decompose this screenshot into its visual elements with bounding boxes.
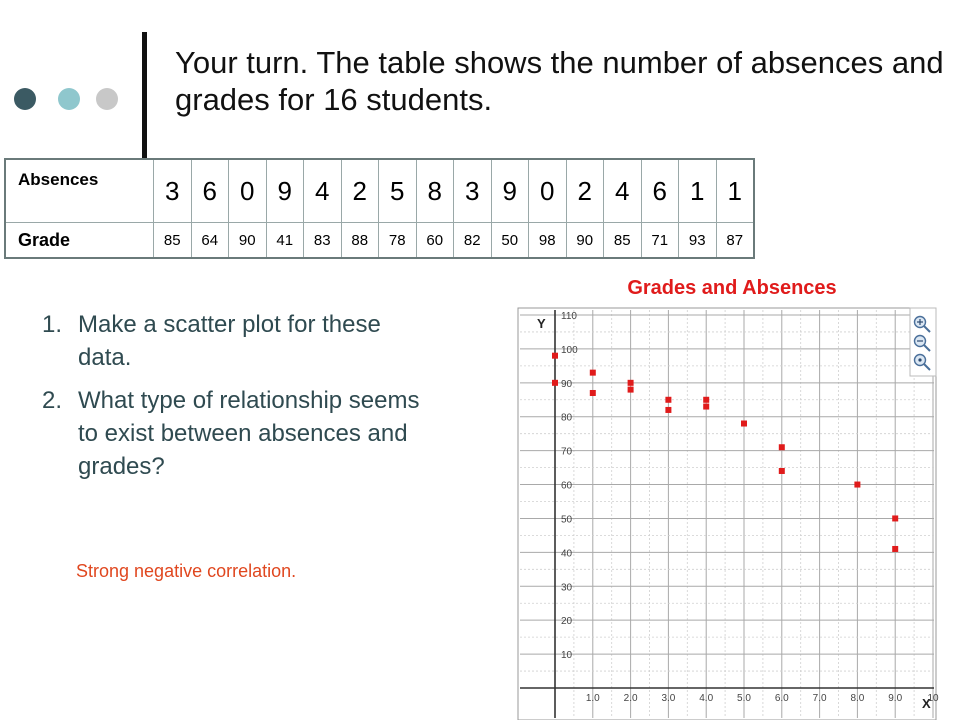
scatter-point xyxy=(628,380,634,386)
y-tick-label: 50 xyxy=(561,514,573,526)
y-tick-label: 60 xyxy=(561,480,573,492)
y-tick-label: 90 xyxy=(561,378,573,390)
absences-cell: 1 xyxy=(679,159,717,223)
y-tick-label: 80 xyxy=(561,412,573,424)
grade-cell: 98 xyxy=(529,223,567,259)
scatter-point xyxy=(703,404,709,410)
title-divider xyxy=(142,32,147,166)
grade-cell: 85 xyxy=(154,223,192,259)
absences-cell: 2 xyxy=(566,159,604,223)
scatter-point xyxy=(552,353,558,359)
scatter-point xyxy=(854,482,860,488)
x-tick-label: 6.0 xyxy=(774,693,789,704)
grade-cell: 50 xyxy=(491,223,529,259)
plot-area xyxy=(518,308,936,720)
question-2 xyxy=(42,384,432,483)
y-tick-label: 70 xyxy=(561,446,573,458)
grade-cell: 90 xyxy=(566,223,604,259)
y-tick-label: 40 xyxy=(561,548,573,560)
answer-text: Strong negative correlation. xyxy=(76,561,297,581)
y-tick-label: 30 xyxy=(561,582,573,594)
absences-header: Absences xyxy=(5,159,154,223)
slide-title: Your turn. The table shows the number of absences and grades for 16 students. xyxy=(175,45,944,117)
grade-cell: 41 xyxy=(266,223,304,259)
absences-cell: 3 xyxy=(454,159,492,223)
scatter-point xyxy=(741,421,747,427)
grade-cell: 64 xyxy=(191,223,229,259)
scatter-point xyxy=(779,444,785,450)
scatter-point xyxy=(628,387,634,393)
scatter-plot xyxy=(510,270,940,720)
x-tick-label: 3.0 xyxy=(661,693,676,704)
grade-cell: 60 xyxy=(416,223,454,259)
scatter-point xyxy=(779,468,785,474)
absences-cell: 9 xyxy=(266,159,304,223)
grade-cell: 93 xyxy=(679,223,717,259)
scatter-point xyxy=(552,380,558,386)
absences-cell: 0 xyxy=(229,159,267,223)
absences-cell: 0 xyxy=(529,159,567,223)
x-tick-label: 1.0 xyxy=(585,693,600,704)
x-tick-label: 4.0 xyxy=(699,693,714,704)
absences-cell: 8 xyxy=(416,159,454,223)
slide-dot-gray xyxy=(96,88,118,110)
scatter-point xyxy=(892,515,898,521)
absences-cell: 1 xyxy=(716,159,754,223)
grade-cell: 90 xyxy=(229,223,267,259)
grade-cell: 87 xyxy=(716,223,754,259)
question-text: What type of relationship seems to exist between absences and grades? xyxy=(78,387,420,480)
question-1 xyxy=(42,308,432,374)
absences-cell: 5 xyxy=(379,159,417,223)
x-tick-label: 5.0 xyxy=(737,693,751,704)
absences-cell: 3 xyxy=(154,159,192,223)
question-text: Make a scatter plot for these data. xyxy=(78,311,381,371)
scatter-point xyxy=(703,397,709,403)
chart-grid xyxy=(518,308,936,720)
y-tick-label: 20 xyxy=(561,616,573,628)
slide-dot-light xyxy=(58,88,80,110)
y-axis-label: Y xyxy=(537,316,546,331)
x-tick-label: 8.0 xyxy=(850,693,865,704)
absences-cell: 2 xyxy=(341,159,379,223)
x-tick-label: 2.0 xyxy=(623,693,638,704)
data-table xyxy=(4,158,755,259)
grade-cell: 82 xyxy=(454,223,492,259)
scatter-point xyxy=(590,370,596,376)
scatter-point xyxy=(590,390,596,396)
x-axis-label: X xyxy=(922,696,931,711)
absences-cell: 4 xyxy=(304,159,342,223)
y-tick-label: 10 xyxy=(561,650,573,662)
chart-title: Grades and Absences xyxy=(627,277,837,299)
grade-cell: 88 xyxy=(341,223,379,259)
y-tick-label: 110 xyxy=(561,311,577,322)
scatter-point xyxy=(892,546,898,552)
grade-cell: 83 xyxy=(304,223,342,259)
question-number: 2. xyxy=(42,387,63,414)
grade-header: Grade xyxy=(5,223,154,259)
absences-cell: 9 xyxy=(491,159,529,223)
grade-cell: 78 xyxy=(379,223,417,259)
absences-cell: 4 xyxy=(604,159,642,223)
x-tick-label: 10 xyxy=(927,693,939,704)
question-number: 1. xyxy=(42,311,63,338)
question-list xyxy=(42,308,432,493)
chart-toolbar xyxy=(910,308,936,376)
scatter-point xyxy=(665,407,671,413)
x-tick-label: 9.0 xyxy=(888,693,903,704)
grade-row xyxy=(5,223,754,259)
scatter-point xyxy=(665,397,671,403)
y-tick-label: 100 xyxy=(561,344,578,356)
absences-row xyxy=(5,159,754,223)
absences-cell: 6 xyxy=(191,159,229,223)
grade-cell: 85 xyxy=(604,223,642,259)
slide-dot-dark xyxy=(14,88,36,110)
grade-cell: 71 xyxy=(641,223,679,259)
x-tick-label: 7.0 xyxy=(812,693,827,704)
absences-cell: 6 xyxy=(641,159,679,223)
